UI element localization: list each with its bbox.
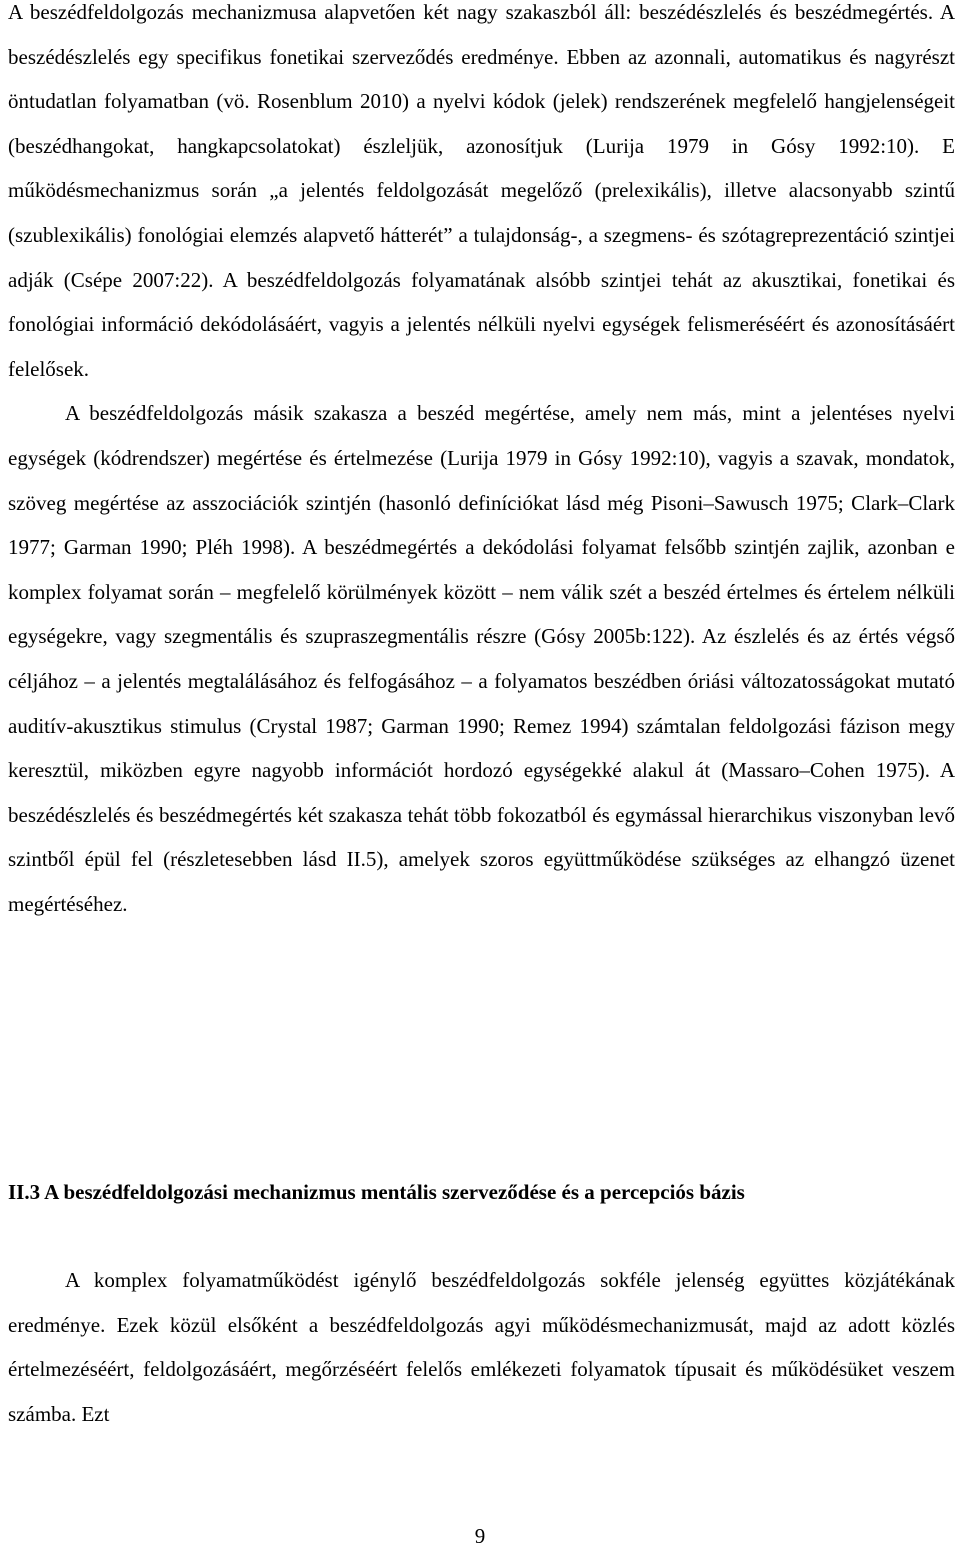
section-heading: II.3 A beszédfeldolgozási mechanizmus mentális szerveződése és a percepciós bázis bbox=[8, 1180, 745, 1204]
page-number: 9 bbox=[474, 1524, 486, 1548]
body-paragraph: A beszédfeldolgozás mechanizmusa alapvetően két nagy szakaszból áll: beszédészlelés és beszédmegértés. A beszédészlelés egy specifikus fonetikai szerveződés eredménye. Ebben az azonnali, automatikus és nagyrészt öntudatlan folyamatban (vö. Rosenblum 2010) a nyelvi kódok (jelek) rendszerének megfelelő hangjelenségeit (beszédhangokat, hangkapcsolatokat) észleljük, azonosítjuk (Lurija 1979 in Gósy 1992:10). E működésmechanizmus során „a jelentés feldolgozását megelőző (prelexikális), illetve alacsonyabb szintű (szublexikális) fonológiai elemzés alapvető hátterét” a tulajdonság-, a szegmens- és szótagreprezentáció szintjei adják (Csépe 2007:22). A beszédfeldolgozás folyamatának alsóbb szintjei tehát az akusztikai, fonetikai és fonológiai információ dekódolásáért, vagyis a jelentés nélküli nyelvi egységek felismeréséért és azonosításáért felelősek. bbox=[8, 0, 955, 381]
body-paragraph: A komplex folyamatműködést igénylő beszédfeldolgozás sokféle jelenség együttes közjátékának eredménye. Ezek közül elsőként a beszédfeldolgozás agyi működésmechanizmusát, majd az adott közlés értelmezéséért, feldolgozásáért, megőrzéséért felelős emlékezeti folyamatok típusait és működésüket veszem számba. Ezt bbox=[8, 1268, 955, 1426]
document-page bbox=[8, 0, 955, 1426]
body-paragraph: A beszédfeldolgozás másik szakasza a beszéd megértése, amely nem más, mint a jelentéses nyelvi egységek (kódrendszer) megértése és értelmezése (Lurija 1979 in Gósy 1992:10), vagyis a szavak, mondatok, szöveg megértése az asszociációk szintjén (hasonló definíciókat lásd még Pisoni–Sawusch 1975; Clark–Clark 1977; Garman 1990; Pléh 1998). A beszédmegértés a dekódolási folyamat felsőbb szintjén zajlik, azonban e komplex folyamat során – megfelelő körülmények között – nem válik szét a beszéd értelmes és értelem nélküli egységekre, vagy szegmentális és szupraszegmentális részre (Gósy 2005b:122). Az észlelés és az értés végső céljához – a jelentés megtalálásához és felfogásához – a folyamatos beszédben óriási változatosságokat mutató auditív-akusztikus stimulus (Crystal 1987; Garman 1990; Remez 1994) számtalan feldolgozási fázison megy keresztül, miközben egyre nagyobb információt hordozó egységekké alakul át (Massaro–Cohen 1975). A beszédészlelés és beszédmegértés két szakasza tehát több fokozatból és egymással hierarchikus viszonyban levő szintből épül fel (részletesebben lásd II.5), amelyek szoros együttműködése szükséges az elhangzó üzenet megértéséhez. bbox=[8, 401, 955, 916]
